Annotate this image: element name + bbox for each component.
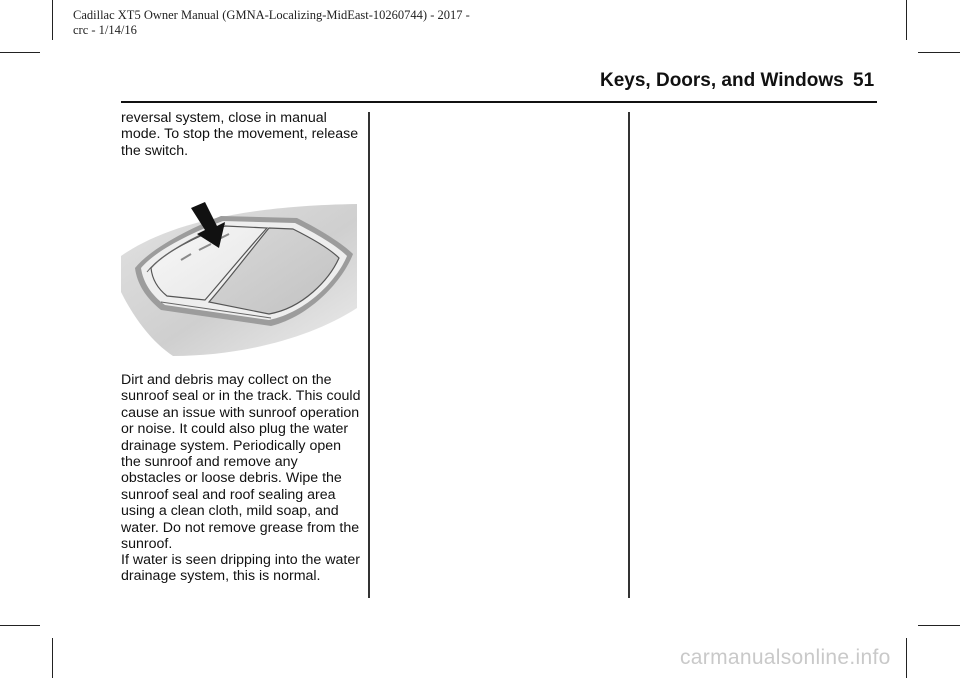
column-divider-2 (628, 112, 630, 598)
document-meta (73, 8, 493, 38)
paragraph-water-drainage: If water is seen dripping into the water drainage system, this is normal. (121, 552, 360, 585)
sunroof-illustration (121, 188, 357, 356)
document-meta-line-2: crc - 1/14/16 (73, 23, 137, 37)
crop-mark-bottom-left-h (0, 625, 40, 626)
document-meta-line-1: Cadillac XT5 Owner Manual (GMNA-Localizing-MidEast-10260744) - 2017 - (73, 8, 470, 22)
watermark: carmanualsonline.info (680, 646, 891, 669)
title-rule (121, 101, 877, 103)
crop-mark-top-left-v (52, 0, 53, 40)
paragraph-reversal: reversal system, close in manual mode. To stop the movement, release the switch. (121, 110, 359, 159)
page-number: 51 (853, 70, 875, 91)
crop-mark-top-right-v (906, 0, 907, 40)
section-title: Keys, Doors, and Windows (600, 70, 844, 91)
column-divider-1 (368, 112, 370, 598)
crop-mark-top-right-h (918, 52, 960, 53)
crop-mark-bottom-left-v (52, 638, 53, 678)
paragraph-dirt-debris: Dirt and debris may collect on the sunroof seal or in the track. This could cause an issue with sunroof operation or noise. It could also plug the water drainage system. Periodically open the sunroof and remove any obstacles or loose debris. Wipe the sunroof seal and roof sealing area using a clean cloth, mild soap, and water. Do not remove grease from the sunroof. (121, 372, 361, 553)
crop-mark-bottom-right-h (918, 625, 960, 626)
crop-mark-top-left-h (0, 52, 40, 53)
